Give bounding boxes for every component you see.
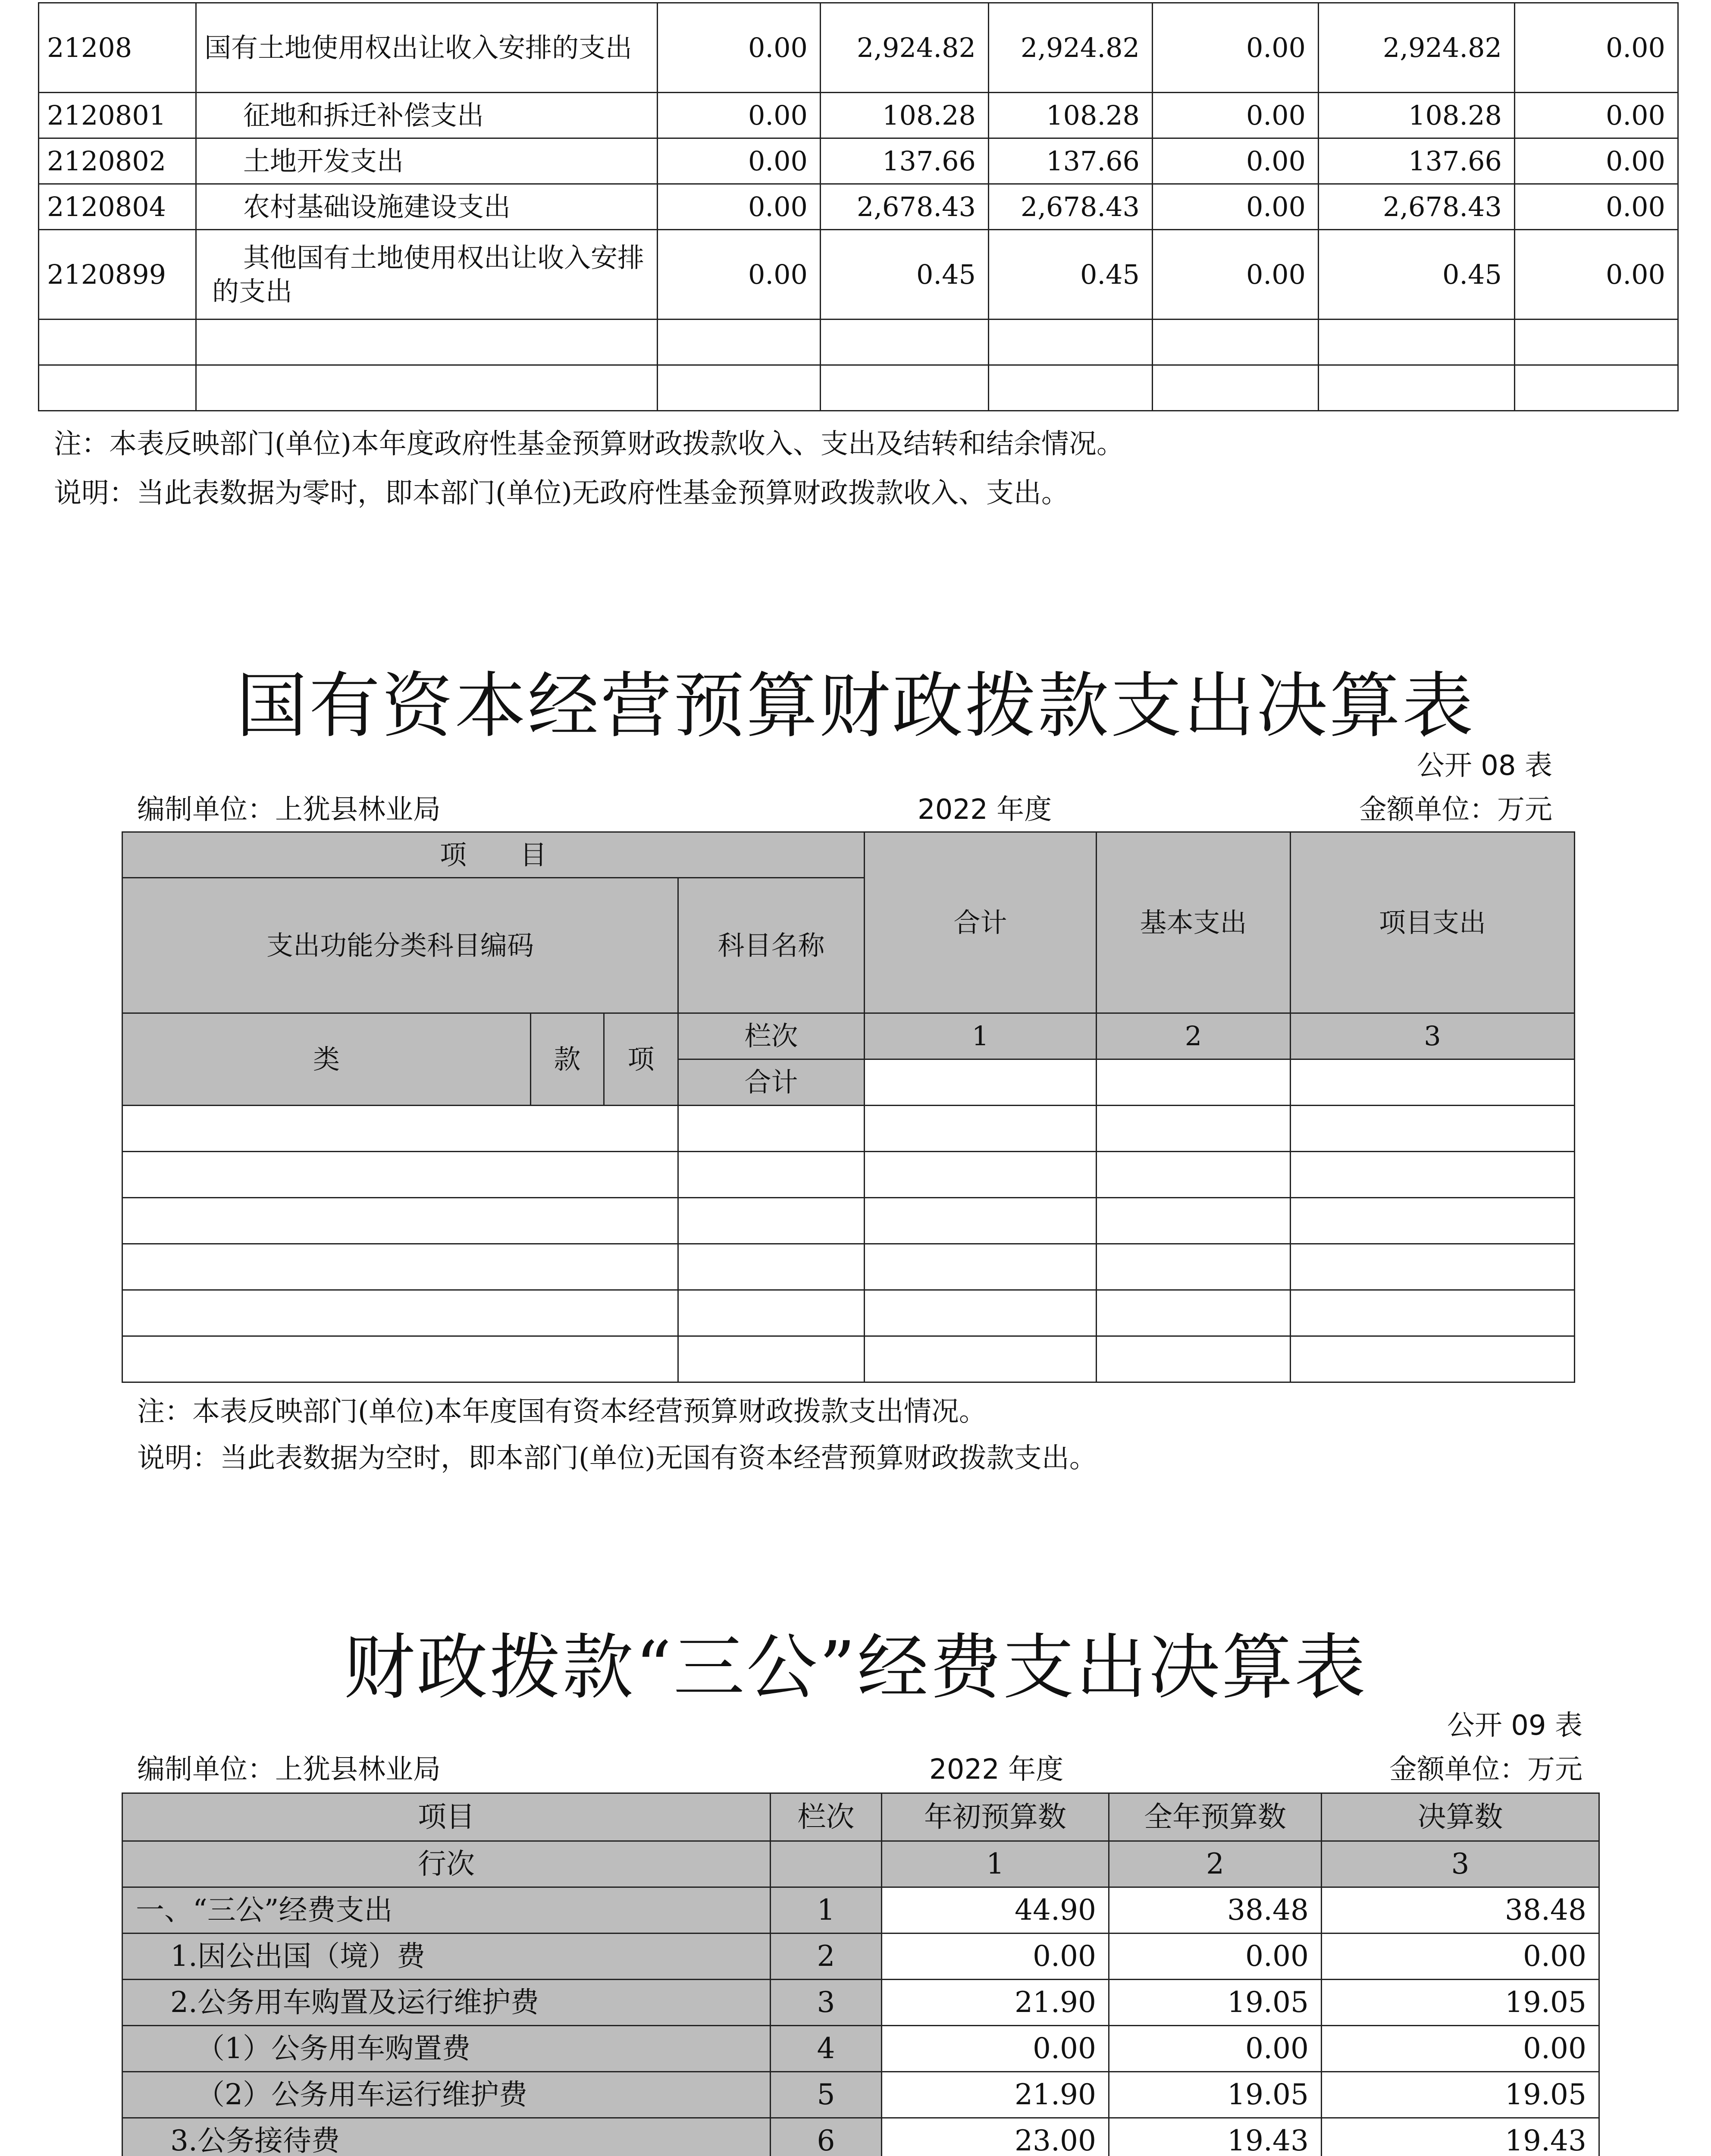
empty-row [122, 1152, 1575, 1198]
value-cell: 21.90 [882, 1980, 1109, 2026]
value-cell: 0.00 [1515, 3, 1678, 93]
value-cell: 0.00 [1515, 138, 1678, 184]
empty-cell [865, 1290, 1097, 1336]
value-cell: 0.00 [1322, 1934, 1599, 1980]
empty-cell [1291, 1244, 1575, 1290]
table3-money-unit: 金额单位：万元 [1389, 1754, 1583, 1786]
empty-cell [122, 1244, 678, 1290]
table2-title: 国有资本经营预算财政拨款支出决算表 [236, 664, 1475, 747]
empty-cell [1515, 320, 1678, 365]
name-cell: 国有土地使用权出让收入安排的支出 [196, 3, 658, 93]
name-cell: 农村基础设施建设支出 [196, 184, 658, 230]
table-row [122, 2072, 1599, 2118]
empty-cell [865, 1336, 1097, 1382]
empty-cell [821, 320, 989, 365]
empty-cell [865, 1244, 1097, 1290]
table-row [39, 184, 1678, 230]
header-lanci: 栏次 [678, 1013, 865, 1059]
total-cell [865, 1059, 1097, 1106]
header-heji: 合计 [678, 1059, 865, 1106]
empty-cell [122, 1336, 678, 1382]
state-capital-table [122, 831, 1575, 1383]
value-cell: 21.90 [882, 2072, 1109, 2118]
code-cell: 2120802 [39, 138, 196, 184]
row-number: 3 [771, 1980, 882, 2026]
value-cell: 2,924.82 [821, 3, 989, 93]
empty-cell [1097, 1106, 1291, 1152]
header-initial-budget: 年初预算数 [882, 1793, 1109, 1841]
empty-cell [1097, 1198, 1291, 1244]
empty-row [122, 1106, 1575, 1152]
value-cell: 108.28 [989, 93, 1153, 138]
value-cell: 0.00 [1153, 93, 1319, 138]
header-blank [771, 1841, 882, 1887]
empty-row [122, 1290, 1575, 1336]
value-cell: 0.00 [658, 3, 821, 93]
value-cell: 0.00 [1153, 184, 1319, 230]
empty-cell [196, 365, 658, 411]
header-kuan: 款 [531, 1013, 604, 1106]
empty-cell [658, 320, 821, 365]
empty-cell [1319, 320, 1515, 365]
header-lei: 类 [122, 1013, 531, 1106]
row-label: 一、“三公”经费支出 [122, 1887, 771, 1934]
empty-cell [1291, 1198, 1575, 1244]
col-number-3: 3 [1291, 1013, 1575, 1059]
table-row [39, 138, 1678, 184]
empty-cell [678, 1336, 865, 1382]
empty-cell [1153, 320, 1319, 365]
table-row [122, 1980, 1599, 2026]
col-number-2: 2 [1109, 1841, 1322, 1887]
value-cell: 0.45 [1319, 230, 1515, 320]
name-cell: 其他国有土地使用权出让收入安排的支出 [196, 230, 658, 320]
value-cell: 0.00 [1515, 93, 1678, 138]
header-final-amount: 决算数 [1322, 1793, 1599, 1841]
table1-note: 注：本表反映部门(单位)本年度政府性基金预算财政拨款收入、支出及结转和结余情况。 [54, 428, 1124, 460]
table-row [39, 230, 1678, 320]
value-cell: 137.66 [821, 138, 989, 184]
value-cell: 108.28 [1319, 93, 1515, 138]
empty-cell [865, 1198, 1097, 1244]
empty-cell [122, 1290, 678, 1336]
header-full-year-budget: 全年预算数 [1109, 1793, 1322, 1841]
empty-cell [678, 1244, 865, 1290]
value-cell: 0.00 [658, 138, 821, 184]
row-number: 5 [771, 2072, 882, 2118]
empty-cell [678, 1106, 865, 1152]
code-cell: 2120899 [39, 230, 196, 320]
empty-cell [1097, 1244, 1291, 1290]
value-cell: 108.28 [821, 93, 989, 138]
col-number-2: 2 [1097, 1013, 1291, 1059]
empty-cell [39, 320, 196, 365]
empty-row [122, 1336, 1575, 1382]
value-cell: 0.00 [1153, 3, 1319, 93]
code-cell: 21208 [39, 3, 196, 93]
empty-row [122, 1198, 1575, 1244]
col-number-3: 3 [1322, 1841, 1599, 1887]
empty-cell [1097, 1336, 1291, 1382]
empty-cell [1291, 1290, 1575, 1336]
value-cell: 2,924.82 [989, 3, 1153, 93]
empty-cell [678, 1152, 865, 1198]
empty-cell [122, 1106, 678, 1152]
value-cell: 0.00 [658, 184, 821, 230]
code-cell: 2120801 [39, 93, 196, 138]
empty-cell [39, 365, 196, 411]
value-cell: 0.00 [882, 2026, 1109, 2072]
value-cell: 38.48 [1322, 1887, 1599, 1934]
header-subject-name: 科目名称 [678, 878, 865, 1013]
value-cell: 2,678.43 [1319, 184, 1515, 230]
header-item: 项 目 [122, 832, 865, 878]
table-row [122, 1887, 1599, 1934]
value-cell: 19.43 [1109, 2118, 1322, 2156]
row-number: 4 [771, 2026, 882, 2072]
empty-cell [122, 1198, 678, 1244]
empty-cell [821, 365, 989, 411]
value-cell: 2,678.43 [989, 184, 1153, 230]
value-cell: 38.48 [1109, 1887, 1322, 1934]
table2-form-number: 公开 08 表 [1416, 750, 1552, 782]
empty-row [39, 365, 1678, 411]
empty-cell [196, 320, 658, 365]
empty-cell [1291, 1336, 1575, 1382]
table2-unit: 编制单位：上犹县林业局 [137, 794, 441, 826]
header-item: 项目 [122, 1793, 771, 1841]
value-cell: 19.05 [1109, 2072, 1322, 2118]
row-number: 2 [771, 1934, 882, 1980]
value-cell: 0.00 [1109, 2026, 1322, 2072]
row-number: 6 [771, 2118, 882, 2156]
empty-cell [1319, 365, 1515, 411]
value-cell: 19.43 [1322, 2118, 1599, 2156]
value-cell: 0.00 [658, 230, 821, 320]
value-cell: 44.90 [882, 1887, 1109, 1934]
empty-row [39, 320, 1678, 365]
value-cell: 23.00 [882, 2118, 1109, 2156]
empty-cell [678, 1290, 865, 1336]
table1-explain: 说明：当此表数据为零时，即本部门(单位)无政府性基金预算财政拨款收入、支出。 [54, 477, 1069, 509]
empty-cell [989, 320, 1153, 365]
empty-cell [865, 1152, 1097, 1198]
table-row [122, 1934, 1599, 1980]
total-cell [1291, 1059, 1575, 1106]
state-capital-table-empty-rows [122, 1106, 1575, 1382]
value-cell: 0.00 [882, 1934, 1109, 1980]
empty-cell [1515, 365, 1678, 411]
value-cell: 19.05 [1322, 2072, 1599, 2118]
header-project-expense: 项目支出 [1291, 832, 1575, 1013]
empty-cell [1291, 1106, 1575, 1152]
name-cell: 征地和拆迁补偿支出 [196, 93, 658, 138]
empty-row [122, 1244, 1575, 1290]
table-row [39, 93, 1678, 138]
value-cell: 0.00 [1153, 138, 1319, 184]
empty-cell [865, 1106, 1097, 1152]
empty-cell [989, 365, 1153, 411]
value-cell: 0.00 [1153, 230, 1319, 320]
value-cell: 19.05 [1109, 1980, 1322, 2026]
value-cell: 0.00 [1515, 184, 1678, 230]
value-cell: 2,678.43 [821, 184, 989, 230]
header-xiang: 项 [604, 1013, 678, 1106]
row-label: （2）公务用车运行维护费 [122, 2072, 771, 2118]
value-cell: 137.66 [1319, 138, 1515, 184]
row-label: （1）公务用车购置费 [122, 2026, 771, 2072]
name-cell: 土地开发支出 [196, 138, 658, 184]
row-number: 1 [771, 1887, 882, 1934]
header-basic-expense: 基本支出 [1097, 832, 1291, 1013]
code-cell: 2120804 [39, 184, 196, 230]
table2-explain: 说明：当此表数据为空时，即本部门(单位)无国有资本经营预算财政拨款支出。 [137, 1442, 1097, 1474]
row-label: 3.公务接待费 [122, 2118, 771, 2156]
value-cell: 0.45 [989, 230, 1153, 320]
value-cell: 19.05 [1322, 1980, 1599, 2026]
table3-year: 2022 年度 [929, 1754, 1064, 1786]
value-cell: 0.00 [1109, 1934, 1322, 1980]
total-cell [1097, 1059, 1291, 1106]
value-cell: 137.66 [989, 138, 1153, 184]
value-cell: 0.00 [658, 93, 821, 138]
table2-money-unit: 金额单位：万元 [1359, 794, 1552, 826]
empty-cell [1153, 365, 1319, 411]
table-row [39, 3, 1678, 93]
header-function-code: 支出功能分类科目编码 [122, 878, 678, 1013]
empty-cell [1097, 1152, 1291, 1198]
empty-cell [1291, 1152, 1575, 1198]
value-cell: 0.45 [821, 230, 989, 320]
header-hangci: 行次 [122, 1841, 771, 1887]
table3-unit: 编制单位：上犹县林业局 [137, 1754, 441, 1786]
table3-title: 财政拨款“三公”经费支出决算表 [344, 1626, 1367, 1709]
value-cell: 0.00 [1515, 230, 1678, 320]
empty-cell [678, 1198, 865, 1244]
empty-cell [122, 1152, 678, 1198]
table2-year: 2022 年度 [918, 794, 1052, 826]
table-row [122, 2026, 1599, 2072]
table3-form-number: 公开 09 表 [1447, 1710, 1583, 1742]
row-label: 1.因公出国（境）费 [122, 1934, 771, 1980]
empty-cell [1097, 1290, 1291, 1336]
header-lanci: 栏次 [771, 1793, 882, 1841]
table2-note: 注：本表反映部门(单位)本年度国有资本经营预算财政拨款支出情况。 [137, 1396, 987, 1428]
col-number-1: 1 [882, 1841, 1109, 1887]
table-row [122, 2118, 1599, 2156]
row-label: 2.公务用车购置及运行维护费 [122, 1980, 771, 2026]
empty-cell [658, 365, 821, 411]
header-total: 合计 [865, 832, 1097, 1013]
value-cell: 2,924.82 [1319, 3, 1515, 93]
value-cell: 0.00 [1322, 2026, 1599, 2072]
government-fund-table-body [39, 3, 1678, 411]
three-public-expense-table [122, 1792, 1600, 2156]
government-fund-table [38, 2, 1679, 411]
col-number-1: 1 [865, 1013, 1097, 1059]
